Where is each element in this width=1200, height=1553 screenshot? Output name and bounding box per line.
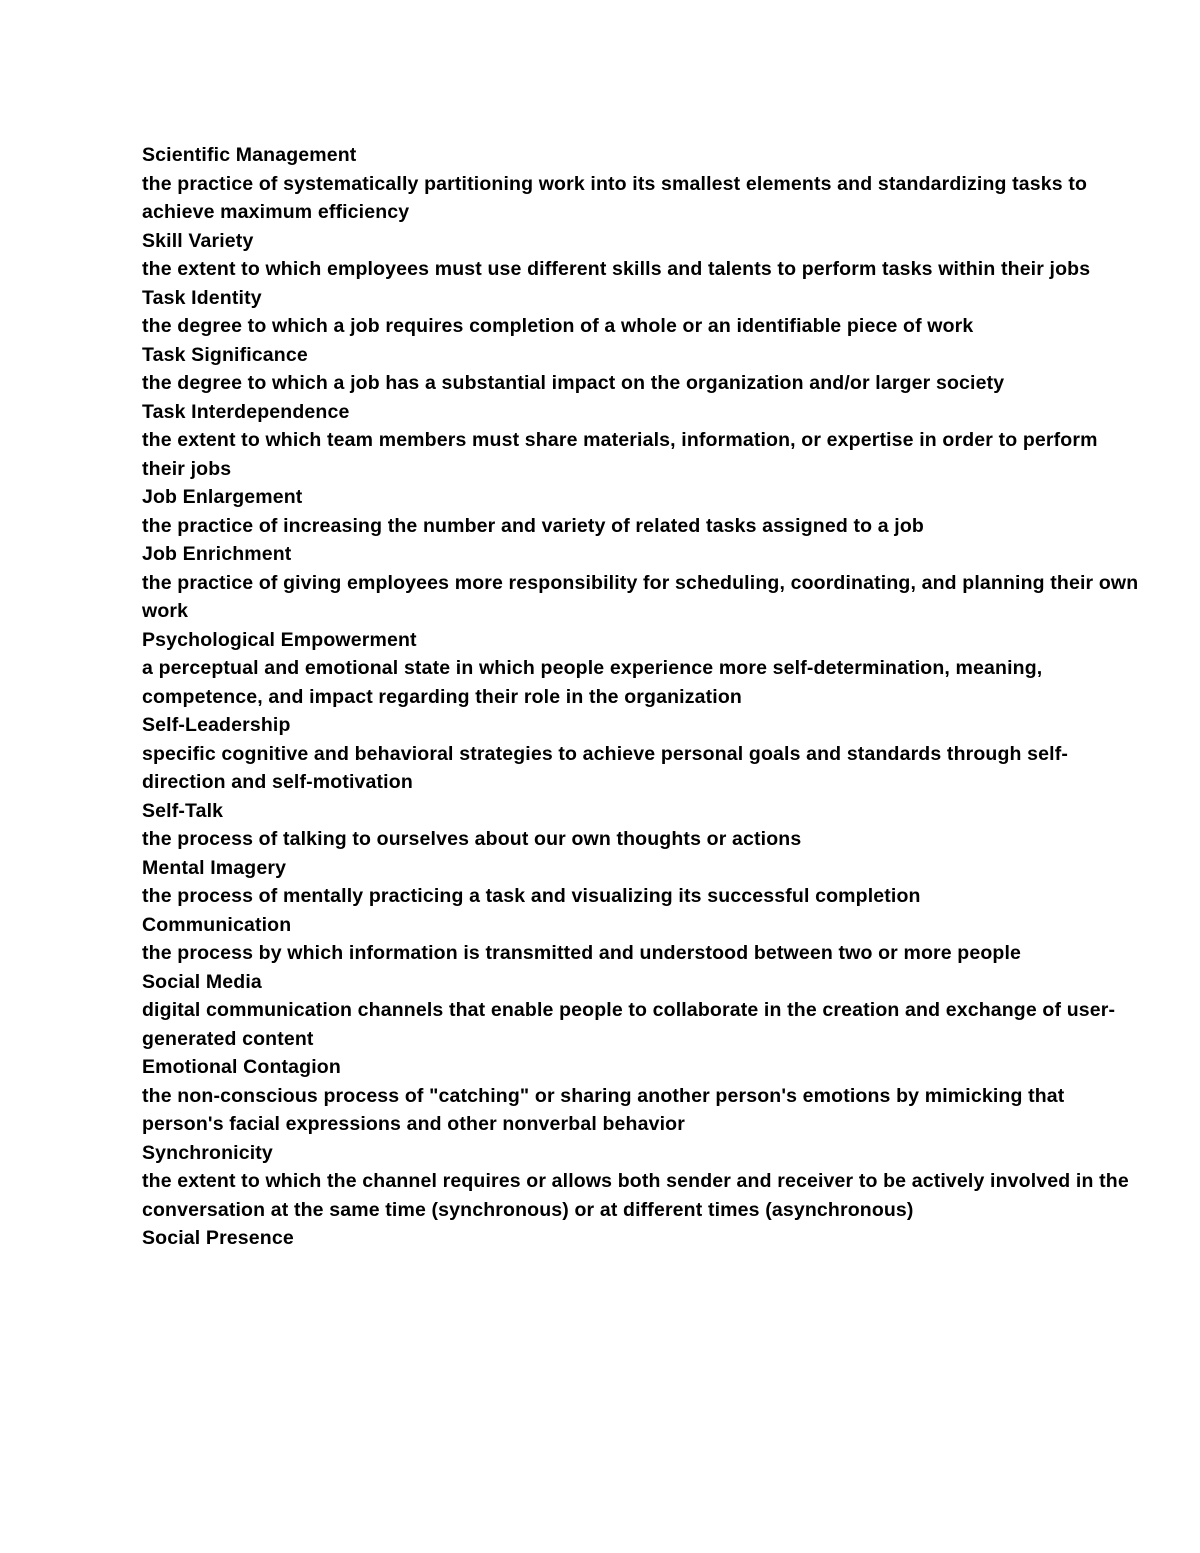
glossary-entry [142, 1224, 1142, 1253]
glossary-entry [142, 797, 1142, 854]
term: Job Enrichment [142, 543, 292, 565]
document-page [142, 141, 1142, 1253]
term: Scientific Management [142, 144, 357, 166]
term: Social Media [142, 970, 262, 993]
glossary-entry [142, 483, 1142, 540]
glossary-entry [142, 284, 1142, 341]
definition: the extent to which team members must share materials, information, or expertise in order to perform their jobs [142, 429, 1098, 480]
glossary-entry [142, 540, 1142, 626]
glossary-entry [142, 711, 1142, 797]
definition: the degree to which a job has a substantial impact on the organization and/or larger society [142, 372, 1005, 394]
definition: the process by which information is transmitted and understood between two or more people [142, 942, 1022, 964]
glossary-entry [142, 1139, 1142, 1225]
glossary-entry [142, 141, 1142, 227]
definition: the extent to which employees must use different skills and talents to perform tasks within their jobs [142, 258, 1091, 280]
definition: specific cognitive and behavioral strategies to achieve personal goals and standards through self-direction and self-motivation [142, 742, 1069, 793]
definition: the practice of systematically partitioning work into its smallest elements and standardizing tasks to achieve maximum efficiency [142, 172, 1088, 223]
term: Communication [142, 913, 292, 936]
definition: the degree to which a job requires completion of a whole or an identifiable piece of work [142, 315, 974, 337]
term: Self-Leadership [142, 714, 291, 736]
definition: the non-conscious process of "catching" or sharing another person's emotions by mimicking that person's facial expressions and other nonverbal behavior [142, 1084, 1065, 1135]
glossary-entry [142, 911, 1142, 968]
term: Task Identity [142, 286, 262, 309]
term: Psychological Empowerment [142, 628, 417, 651]
term: Job Enlargement [142, 486, 303, 508]
definition: digital communication channels that enable people to collaborate in the creation and exchange of user-generated content [142, 999, 1116, 1050]
term: Synchronicity [142, 1141, 273, 1164]
glossary-entry [142, 1053, 1142, 1139]
definition: the process of talking to ourselves about our own thoughts or actions [142, 828, 802, 850]
term: Self-Talk [142, 799, 224, 822]
term: Emotional Contagion [142, 1056, 341, 1078]
term: Skill Variety [142, 229, 254, 252]
definition: the practice of giving employees more responsibility for scheduling, coordinating, and planning their own work [142, 571, 1139, 622]
definition: a perceptual and emotional state in which people experience more self-determination, meaning, competence, and impact regarding their role in the organization [142, 657, 1043, 708]
term: Task Interdependence [142, 400, 350, 423]
glossary-entry [142, 626, 1142, 712]
definition: the extent to which the channel requires or allows both sender and receiver to be actively involved in the conversation at the same time (synchronous) or at different times (asynchronous) [142, 1170, 1129, 1221]
definition: the practice of increasing the number and variety of related tasks assigned to a job [142, 514, 924, 537]
glossary-entry [142, 854, 1142, 911]
term: Social Presence [142, 1227, 294, 1249]
term: Mental Imagery [142, 856, 287, 879]
glossary-entry [142, 398, 1142, 484]
glossary-entry [142, 341, 1142, 398]
term: Task Significance [142, 343, 308, 366]
definition: the process of mentally practicing a task and visualizing its successful completion [142, 885, 921, 907]
glossary-entry [142, 227, 1142, 284]
glossary-entry [142, 968, 1142, 1054]
